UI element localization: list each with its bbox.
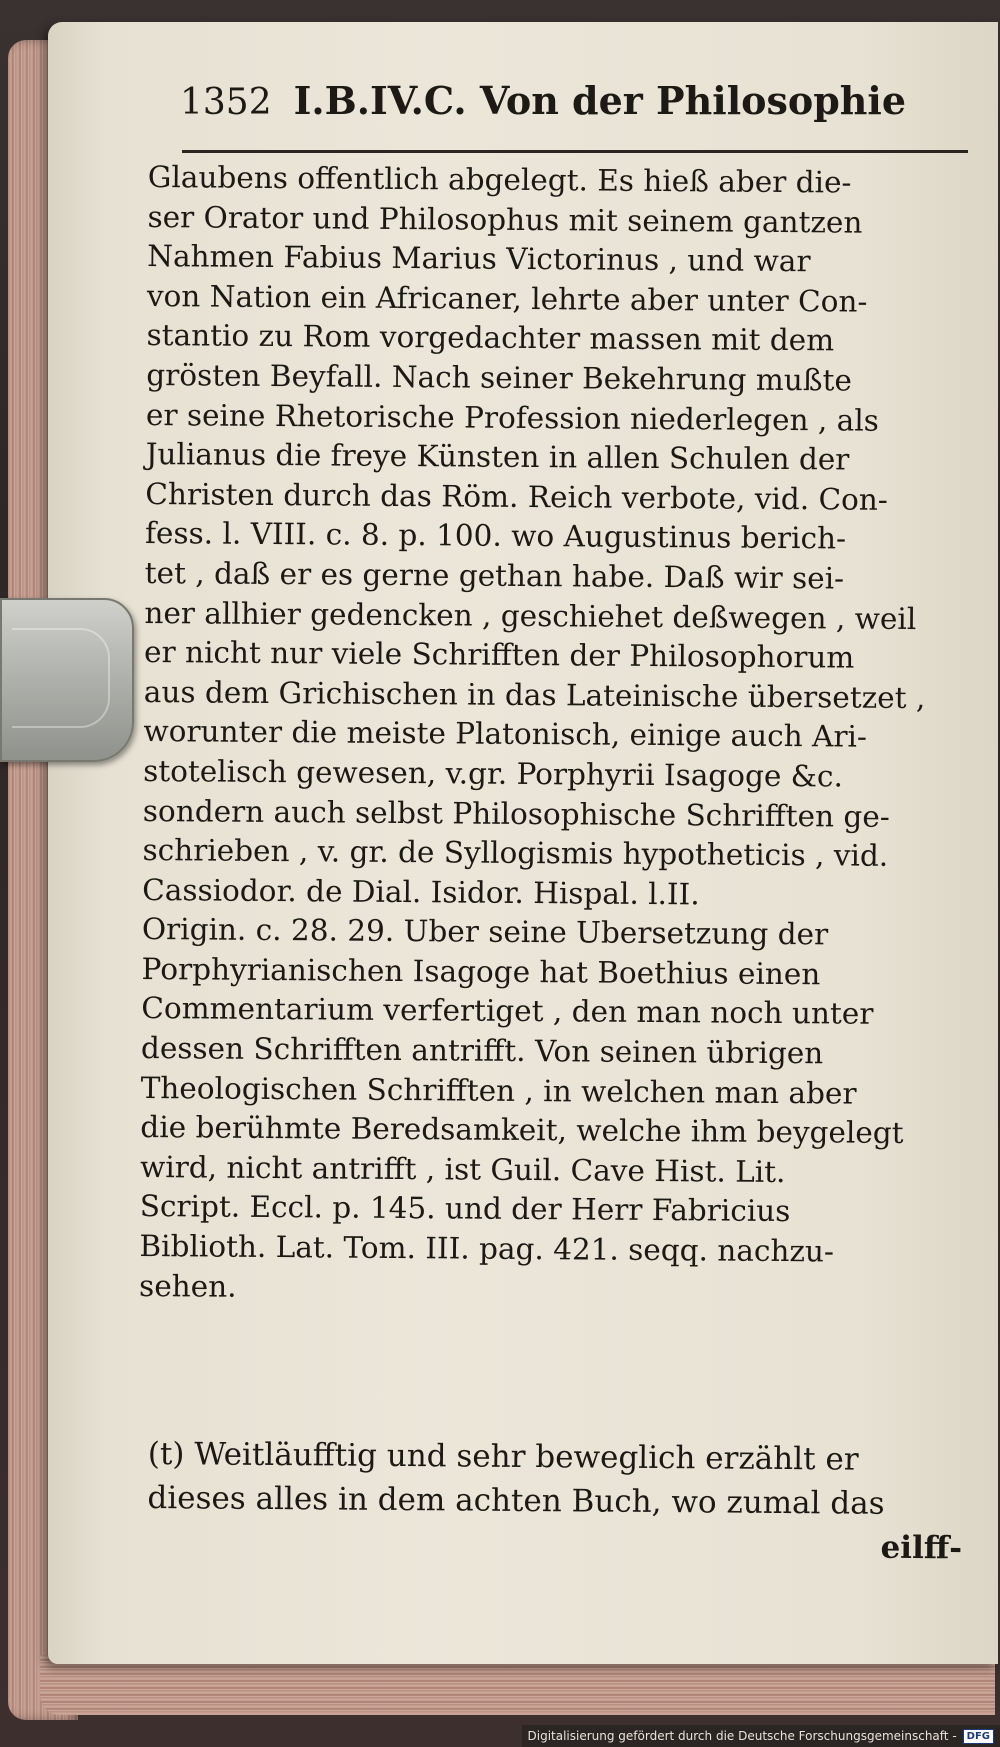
- footnote-line: dieses alles in dem achten Buch, wo zumal das: [147, 1479, 885, 1522]
- text-line: Cassiodor. de Dial. Isidor. Hispal. l.II.: [142, 872, 700, 912]
- text-line: tet , daß er es gerne gethan habe. Daß wir sei-: [144, 555, 845, 596]
- text-line: ser Orator und Philosophus mit seinem gantzen: [147, 199, 863, 240]
- text-line: schrieben , v. gr. de Syllogismis hypotheticis , vid.: [142, 833, 889, 873]
- page-clip: [0, 598, 134, 762]
- page-number: 1352: [180, 82, 272, 123]
- text-line: sehen.: [139, 1268, 237, 1304]
- text-line: stotelisch gewesen, v.gr. Porphyrii Isagoge &c.: [143, 753, 844, 794]
- text-line: Script. Eccl. p. 145. und der Herr Fabricius: [139, 1189, 791, 1229]
- text-line: Biblioth. Lat. Tom. III. pag. 421. seqq. nachzu-: [139, 1228, 835, 1269]
- text-line: er seine Rhetorische Profession niederlegen , als: [145, 397, 880, 438]
- running-title: I.B.IV.C. Von der Philosophie: [293, 78, 907, 123]
- text-line: Glaubens offentlich abgelegt. Es hieß aber die-: [147, 159, 852, 200]
- text-line: Porphyrianischen Isagoge hat Boethius einen: [141, 951, 821, 992]
- text-line: er nicht nur viele Schrifften der Philosophorum: [143, 635, 855, 675]
- text-line: aus dem Grichischen in das Lateinische übersetzet ,: [143, 674, 926, 715]
- main-text-block: [139, 158, 963, 1313]
- text-line: Commentarium verfertiget , den man noch unter: [141, 991, 874, 1032]
- footnote-block: [147, 1432, 963, 1570]
- catchword: eilff-: [880, 1529, 963, 1567]
- text-line: dessen Schrifften antrifft. Von seinen übrigen: [140, 1031, 824, 1071]
- text-line: die berühmte Beredsamkeit, welche ihm beygelegt: [140, 1110, 904, 1151]
- footnote-line: (t) Weitläufftig und sehr beweglich erzählt er: [147, 1435, 859, 1478]
- text-line: Origin. c. 28. 29. Uber seine Ubersetzung der: [141, 912, 829, 952]
- text-line: fess. l. VIII. c. 8. p. 100. wo Augustinus berich-: [144, 516, 847, 556]
- book-bottom-edge: [40, 1655, 995, 1715]
- text-line: Theologischen Schrifften , in welchen man aber: [140, 1070, 857, 1111]
- running-header: [180, 78, 970, 148]
- text-line: Christen durch das Röm. Reich verbote, vid. Con-: [145, 476, 888, 517]
- text-line: von Nation ein Africaner, lehrte aber unter Con-: [146, 278, 868, 319]
- dfg-logo-icon: DFG: [963, 1729, 994, 1744]
- text-line: Nahmen Fabius Marius Victorinus , und war: [147, 239, 811, 279]
- digitization-credit-banner: [522, 1725, 1000, 1747]
- text-line: stantio zu Rom vorgedachter massen mit dem: [146, 318, 835, 358]
- credit-text: Digitalisierung gefördert durch die Deutsche Forschungsgemeinschaft -: [527, 1729, 957, 1743]
- text-line: wird, nicht antrifft , ist Guil. Cave Hist. Lit.: [139, 1149, 786, 1189]
- text-line: grösten Beyfall. Nach seiner Bekehrung mußte: [146, 357, 853, 398]
- text-line: sondern auch selbst Philosophische Schrifften ge-: [142, 793, 890, 834]
- text-line: worunter die meiste Platonisch, einige auch Ari-: [143, 714, 868, 754]
- header-rule: [182, 150, 968, 153]
- text-line: Julianus die freye Künsten in allen Schulen der: [145, 437, 850, 477]
- text-line: ner allhier gedencken , geschiehet deßwegen , weil: [144, 595, 917, 636]
